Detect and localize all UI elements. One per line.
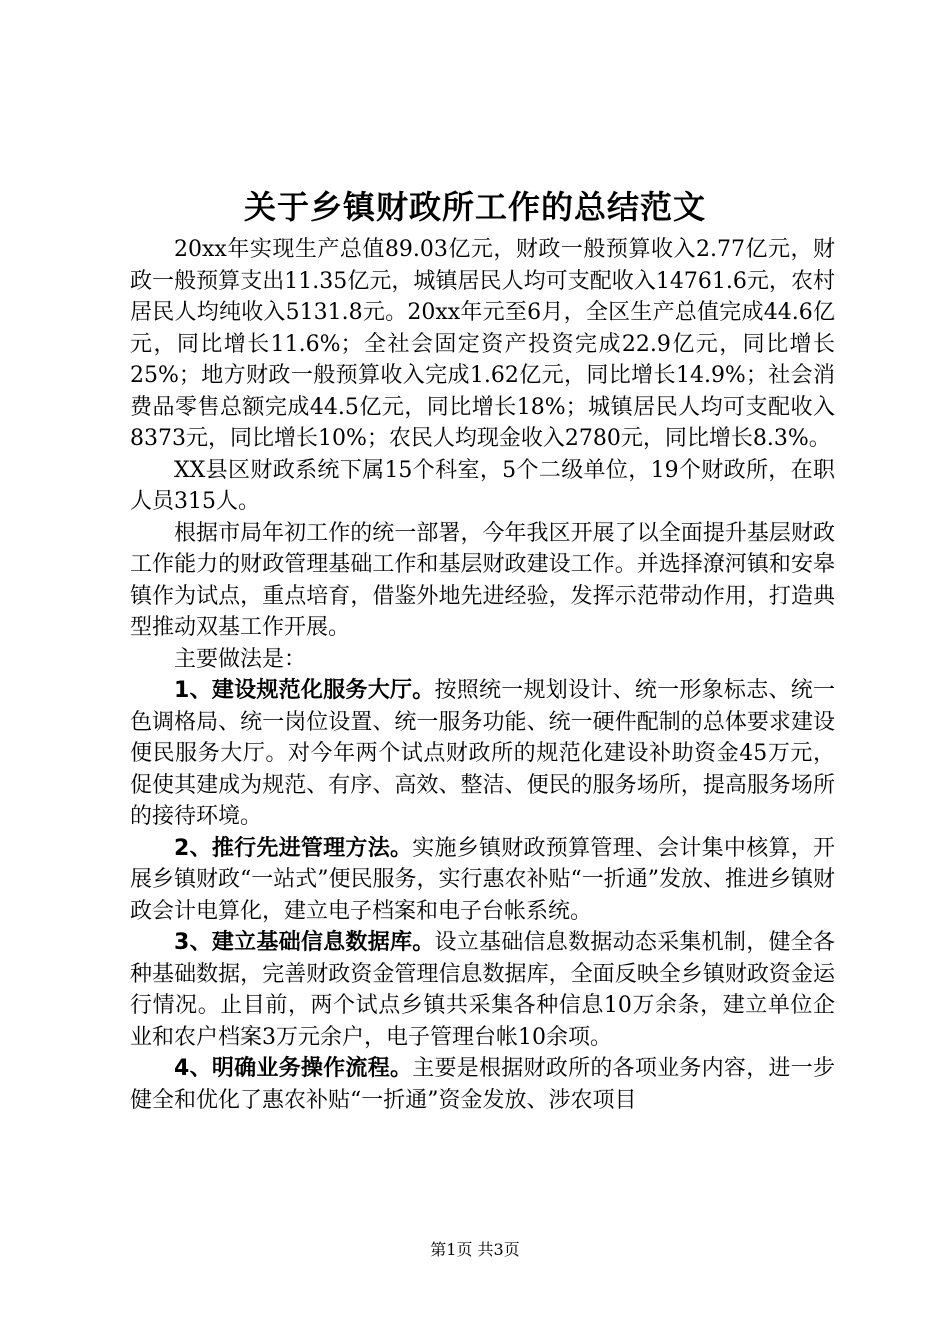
paragraph-deployment: 根据市局年初工作的统一部署，今年我区开展了以全面提升基层财政工作能力的财政管理基础工作和基层财政建设工作。并选择潦河镇和安皋镇作为试点，重点培育，借鉴外地先进经验，发挥示范带动作用，打造典型推动双基工作开展。 [130,520,835,640]
list-item-heading: 3、建立基础信息数据库。 [174,930,435,955]
list-item-text: 实施乡镇财政预算管理、会计集中核算，开展乡镇财政“一站式”便民服务，实行惠农补贴“一折通”发放、推进乡镇财政会计电算化，建立电子档案和电子台帐系统。 [130,835,835,924]
list-item-heading: 4、明确业务操作流程。 [174,1056,413,1081]
page-number-footer: 第1页 共3页 [430,1240,520,1259]
list-item-service-hall [130,675,835,833]
list-item-database [130,927,835,1053]
list-item-text: 设立基础信息数据动态采集机制，健全各种基础数据，完善财政资金管理信息数据库，全面反映全乡镇财政资金运行情况。止目前，两个试点乡镇共采集各种信息10万余条，建立单位企业和农户档案3万元余户，电子管理台帐10余项。 [130,930,835,1050]
paragraph-economic-data: 20xx年实现生产总值89.03亿元，财政一般预算收入2.77亿元，财政一般预算支出11.35亿元，城镇居民人均可支配收入14761.6元，农村居民人均纯收入5131.8元。20xx年元至6月，全区生产总值完成44.6亿元，同比增长11.6%；全社会固定资产投资完成22.9亿元，同比增长25%；地方财政一般预算收入完成1.62亿元，同比增长14.9%；社会消费品零售总额完成44.5亿元，同比增长18%；城镇居民人均可支配收入8373元，同比增长10%；农民人均现金收入2780元，同比增长8.3%。 [130,237,835,451]
paragraph-main-methods: 主要做法是： [174,646,307,672]
list-item-text: 按照统一规划设计、统一形象标志、统一色调格局、统一岗位设置、统一服务功能、统一硬件配制的总体要求建设便民服务大厅。对今年两个试点财政所的规范化建设补助资金45万元，促使其建成为规范、有序、高效、整洁、便民的服务场所，提高服务场所的接待环境。 [130,678,835,829]
document-body [130,234,835,1116]
document-title: 关于乡镇财政所工作的总结范文 [243,188,706,226]
list-item-heading: 2、推行先进管理方法。 [174,835,413,861]
paragraph-staff-info: XX县区财政系统下属15个科室，5个二级单位，19个财政所，在职人员315人。 [130,457,835,514]
list-item-heading: 1、建设规范化服务大厅。 [174,678,435,703]
list-item-management-methods [130,833,835,928]
list-item-text: 主要是根据财政所的各项业务内容，进一步健全和优化了惠农补贴“一折通”资金发放、涉农项目 [130,1056,835,1113]
list-item-workflow [130,1053,835,1116]
